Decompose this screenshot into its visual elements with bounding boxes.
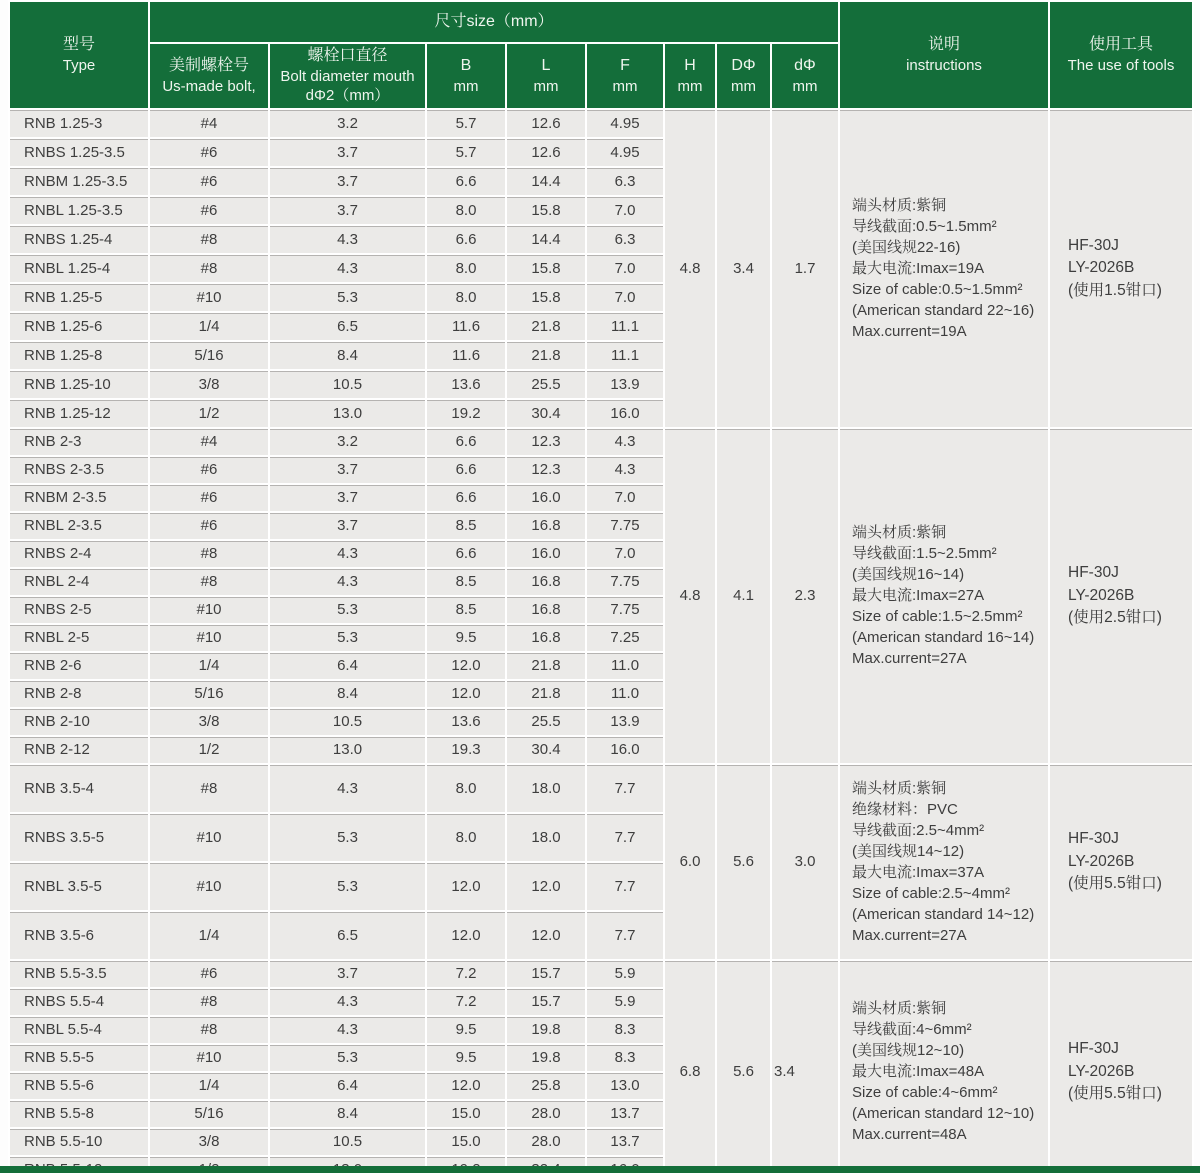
instruction-line: 最大电流:Imax=37A [852,863,985,881]
cell-bolt-diameter: 4.3 [269,568,426,596]
cell-type: RNBS 2-4 [9,540,149,568]
instruction-line: Size of cable:0.5~1.5mm² [852,280,1023,298]
table-row [9,428,1193,456]
cell-L: 21.8 [506,341,586,370]
cell-type: RNB 2-6 [9,652,149,680]
cell-B: 7.2 [426,960,506,988]
cell-B: 9.5 [426,624,506,652]
cell-F: 11.1 [586,341,664,370]
instruction-line: 端头材质:紫铜 [852,779,947,797]
cell-bolt-diameter: 13.0 [269,399,426,428]
cell-B: 6.6 [426,225,506,254]
cell-B: 11.6 [426,312,506,341]
cell-B: 19.3 [426,736,506,764]
cell-B: 8.0 [426,254,506,283]
cell-type: RNBL 2-5 [9,624,149,652]
cell-Dphi: 5.6 [716,764,771,960]
tool-line: LY-2026B [1068,1062,1135,1080]
cell-L: 25.5 [506,708,586,736]
cell-type: RNB 2-12 [9,736,149,764]
cell-L: 28.0 [506,1128,586,1156]
cell-B: 8.5 [426,568,506,596]
cell-type: RNB 2-8 [9,680,149,708]
cell-bolt-diameter: 13.0 [269,736,426,764]
cell-F: 13.0 [586,1072,664,1100]
cell-L: 25.8 [506,1072,586,1100]
cell-bolt-diameter: 3.7 [269,512,426,540]
cell-L: 21.8 [506,652,586,680]
cell-bolt-diameter: 5.3 [269,596,426,624]
cell-bolt-diameter: 3.7 [269,138,426,167]
cell-type: RNB 3.5-6 [9,911,149,960]
instruction-line: (美国线规12~10) [852,1042,965,1060]
col-header-type-zh: 型号 [62,35,95,53]
cell-bolt: 3/8 [149,370,269,399]
cell-type: RNBS 5.5-4 [9,988,149,1016]
col-header-bolt: 美制螺栓号 Us-made bolt, [149,43,269,109]
cell-L: 15.8 [506,254,586,283]
tool-line: HF-30J [1068,830,1119,848]
instruction-line: Max.current=27A [852,650,967,668]
cell-F: 7.7 [586,764,664,813]
cell-L: 12.3 [506,428,586,456]
col-header-instructions-zh: 说明 [927,35,960,53]
cell-bolt: 1/2 [149,736,269,764]
cell-F: 11.1 [586,312,664,341]
cell-F: 13.7 [586,1100,664,1128]
instruction-line: Max.current=48A [852,1126,967,1144]
cell-L: 16.8 [506,596,586,624]
cell-L: 21.8 [506,312,586,341]
instruction-line: (American standard 16~14) [852,629,1035,647]
cell-B: 12.0 [426,1072,506,1100]
cell-B: 6.6 [426,484,506,512]
cell-F: 4.3 [586,428,664,456]
tool-line: LY-2026B [1068,259,1135,277]
instruction-line: Max.current=19A [852,322,967,340]
cell-bolt: #6 [149,484,269,512]
cell-B: 6.6 [426,456,506,484]
cell-bolt: #6 [149,512,269,540]
cell-L: 25.5 [506,370,586,399]
cell-L: 14.4 [506,225,586,254]
cell-bolt: #4 [149,428,269,456]
instruction-line: Size of cable:2.5~4mm² [852,884,1010,902]
col-header-bolt-diameter: 螺栓口直径 Bolt diameter mouth dΦ2（mm） [269,43,426,109]
cell-L: 16.0 [506,484,586,512]
cell-bolt: 1/4 [149,652,269,680]
cell-F: 13.9 [586,370,664,399]
bottom-green-bar [0,1166,1200,1173]
cell-bolt-diameter: 3.7 [269,167,426,196]
cell-type: RNB 5.5-3.5 [9,960,149,988]
cell-F: 7.7 [586,911,664,960]
cell-bolt-diameter: 6.5 [269,312,426,341]
cell-B: 9.5 [426,1044,506,1072]
col-header-F: F mm [586,43,664,109]
cell-B: 12.0 [426,862,506,911]
cell-F: 4.95 [586,109,664,138]
cell-type: RNB 5.5-5 [9,1044,149,1072]
cell-dphi: 3.0 [771,764,839,960]
cell-B: 8.0 [426,813,506,862]
col-header-tools [1049,1,1193,109]
cell-bolt-diameter: 3.2 [269,109,426,138]
cell-type: RNB 1.25-6 [9,312,149,341]
cell-type: RNB 5.5-6 [9,1072,149,1100]
cell-bolt-diameter: 5.3 [269,813,426,862]
cell-bolt: #10 [149,813,269,862]
cell-bolt-diameter: 6.5 [269,911,426,960]
cell-L: 16.0 [506,540,586,568]
cell-F: 7.0 [586,254,664,283]
cell-H: 4.8 [664,109,716,428]
cell-L: 15.7 [506,988,586,1016]
cell-bolt: 3/8 [149,1128,269,1156]
cell-type: RNBM 1.25-3.5 [9,167,149,196]
tool-line: LY-2026B [1068,852,1135,870]
cell-L: 18.0 [506,764,586,813]
cell-F: 8.3 [586,1016,664,1044]
cell-bolt-diameter: 5.3 [269,283,426,312]
cell-instructions [839,764,1049,960]
tool-line: LY-2026B [1068,586,1135,604]
instruction-line: 导线截面:0.5~1.5mm² [852,217,997,235]
cell-B: 6.6 [426,167,506,196]
cell-bolt-diameter: 10.5 [269,370,426,399]
cell-bolt: #8 [149,568,269,596]
col-header-Dphi: DΦ mm [716,43,771,109]
cell-bolt: #10 [149,283,269,312]
cell-bolt: #6 [149,167,269,196]
col-header-tools-en: The use of tools [1067,56,1175,74]
cell-tools [1049,109,1193,428]
cell-Dphi: 4.1 [716,428,771,764]
cell-dphi: 3.4 [771,960,839,1173]
cell-type: RNB 1.25-12 [9,399,149,428]
table-row [9,960,1193,988]
cell-bolt: 5/16 [149,341,269,370]
cell-B: 9.5 [426,1016,506,1044]
cell-type: RNBL 3.5-5 [9,862,149,911]
tool-line: (使用5.5钳口) [1068,875,1162,893]
instruction-line: 端头材质:紫铜 [852,196,947,214]
col-header-instructions-en: instructions [906,56,982,74]
tool-line: (使用1.5钳口) [1068,281,1162,299]
cell-bolt: #6 [149,456,269,484]
cell-L: 16.8 [506,568,586,596]
cell-B: 5.7 [426,138,506,167]
cell-bolt: 1/2 [149,399,269,428]
cell-F: 7.0 [586,196,664,225]
instruction-line: 最大电流:Imax=48A [852,1063,985,1081]
cell-type: RNBM 2-3.5 [9,484,149,512]
cell-bolt-diameter: 5.3 [269,862,426,911]
cell-F: 13.7 [586,1128,664,1156]
instruction-line: (American standard 14~12) [852,905,1035,923]
cell-type: RNB 1.25-8 [9,341,149,370]
cell-bolt-diameter: 4.3 [269,540,426,568]
cell-L: 21.8 [506,680,586,708]
cell-F: 5.9 [586,988,664,1016]
instruction-line: Size of cable:4~6mm² [852,1084,998,1102]
cell-B: 15.0 [426,1128,506,1156]
cell-bolt-diameter: 6.4 [269,652,426,680]
cell-B: 8.5 [426,512,506,540]
cell-type: RNBS 2-3.5 [9,456,149,484]
cell-bolt: #4 [149,109,269,138]
cell-L: 15.8 [506,196,586,225]
cell-bolt: 3/8 [149,708,269,736]
cell-bolt: 5/16 [149,680,269,708]
cell-F: 7.75 [586,512,664,540]
spec-table [8,0,1194,1173]
cell-bolt-diameter: 10.5 [269,708,426,736]
cell-F: 7.7 [586,862,664,911]
cell-B: 6.6 [426,540,506,568]
cell-F: 16.0 [586,736,664,764]
cell-L: 16.8 [506,624,586,652]
cell-dphi: 1.7 [771,109,839,428]
cell-bolt-diameter: 8.4 [269,680,426,708]
cell-L: 12.0 [506,862,586,911]
cell-bolt: #6 [149,138,269,167]
col-header-size-group: 尺寸size（mm） [149,1,839,43]
cell-type: RNBL 1.25-4 [9,254,149,283]
table-body [9,109,1193,1173]
cell-type: RNB 2-10 [9,708,149,736]
instruction-line: (American standard 22~16) [852,301,1035,319]
cell-tools [1049,428,1193,764]
cell-bolt-diameter: 4.3 [269,988,426,1016]
cell-bolt-diameter: 4.3 [269,1016,426,1044]
col-header-instructions [839,1,1049,109]
cell-L: 19.8 [506,1016,586,1044]
instruction-line: (美国线规22-16) [852,238,961,256]
cell-L: 15.8 [506,283,586,312]
cell-type: RNB 3.5-4 [9,764,149,813]
instruction-line: (American standard 12~10) [852,1105,1035,1123]
col-header-B: B mm [426,43,506,109]
cell-B: 6.6 [426,428,506,456]
cell-Dphi: 5.6 [716,960,771,1173]
cell-type: RNBL 2-4 [9,568,149,596]
cell-bolt-diameter: 3.2 [269,428,426,456]
cell-L: 12.6 [506,109,586,138]
cell-bolt-diameter: 3.7 [269,456,426,484]
cell-type: RNB 1.25-5 [9,283,149,312]
cell-B: 8.5 [426,596,506,624]
cell-B: 11.6 [426,341,506,370]
cell-B: 8.0 [426,283,506,312]
cell-F: 6.3 [586,167,664,196]
cell-tools [1049,960,1193,1173]
cell-bolt-diameter: 8.4 [269,1100,426,1128]
instruction-line: 最大电流:Imax=27A [852,587,985,605]
cell-B: 19.2 [426,399,506,428]
cell-F: 13.9 [586,708,664,736]
instruction-line: 绝缘材料：PVC [852,800,958,818]
cell-H: 4.8 [664,428,716,764]
instruction-line: 端头材质:紫铜 [852,1000,947,1018]
tool-line: HF-30J [1068,564,1119,582]
cell-bolt-diameter: 3.7 [269,484,426,512]
cell-B: 13.6 [426,708,506,736]
tool-line: (使用2.5钳口) [1068,609,1162,627]
cell-bolt-diameter: 3.7 [269,196,426,225]
cell-bolt: #8 [149,1016,269,1044]
tool-line: HF-30J [1068,236,1119,254]
cell-type: RNB 1.25-3 [9,109,149,138]
cell-L: 28.0 [506,1100,586,1128]
cell-B: 12.0 [426,680,506,708]
col-header-type [9,1,149,109]
cell-Dphi: 3.4 [716,109,771,428]
cell-F: 7.75 [586,596,664,624]
cell-L: 30.4 [506,399,586,428]
cell-L: 30.4 [506,736,586,764]
instruction-line: 最大电流:Imax=19A [852,259,985,277]
cell-B: 5.7 [426,109,506,138]
cell-bolt-diameter: 4.3 [269,764,426,813]
cell-bolt: #8 [149,988,269,1016]
col-header-H: H mm [664,43,716,109]
col-header-dphi: dΦ mm [771,43,839,109]
cell-B: 8.0 [426,764,506,813]
cell-bolt: #8 [149,225,269,254]
cell-F: 16.0 [586,399,664,428]
cell-F: 7.0 [586,283,664,312]
instruction-line: (美国线规14~12) [852,842,965,860]
instruction-line: 导线截面:1.5~2.5mm² [852,545,997,563]
cell-type: RNB 1.25-10 [9,370,149,399]
cell-bolt: #8 [149,254,269,283]
cell-type: RNBL 5.5-4 [9,1016,149,1044]
cell-bolt: 5/16 [149,1100,269,1128]
cell-F: 7.7 [586,813,664,862]
cell-bolt-diameter: 5.3 [269,624,426,652]
cell-type: RNBS 1.25-3.5 [9,138,149,167]
cell-bolt: #8 [149,540,269,568]
table-row [9,109,1193,138]
cell-tools [1049,764,1193,960]
table-row [9,764,1193,813]
cell-L: 12.6 [506,138,586,167]
cell-bolt-diameter: 10.5 [269,1128,426,1156]
cell-F: 5.9 [586,960,664,988]
cell-bolt: #10 [149,596,269,624]
tool-line: (使用5.5钳口) [1068,1085,1162,1103]
cell-bolt: 1/4 [149,911,269,960]
header-row-1 [9,1,1193,43]
cell-F: 6.3 [586,225,664,254]
cell-instructions [839,428,1049,764]
col-header-tools-zh: 使用工具 [1088,35,1153,53]
cell-bolt: #10 [149,624,269,652]
cell-F: 7.0 [586,540,664,568]
cell-bolt-diameter: 5.3 [269,1044,426,1072]
col-header-L: L mm [506,43,586,109]
cell-type: RNB 5.5-10 [9,1128,149,1156]
cell-instructions [839,109,1049,428]
cell-type: RNBS 3.5-5 [9,813,149,862]
cell-L: 18.0 [506,813,586,862]
cell-B: 8.0 [426,196,506,225]
cell-L: 19.8 [506,1044,586,1072]
cell-F: 7.25 [586,624,664,652]
cell-H: 6.0 [664,764,716,960]
cell-bolt: #8 [149,764,269,813]
instruction-line: (美国线规16~14) [852,566,965,584]
instruction-line: 导线截面:4~6mm² [852,1021,972,1039]
cell-F: 7.0 [586,484,664,512]
cell-type: RNB 5.5-8 [9,1100,149,1128]
cell-L: 12.3 [506,456,586,484]
cell-type: RNBL 1.25-3.5 [9,196,149,225]
cell-L: 12.0 [506,911,586,960]
instruction-line: 端头材质:紫铜 [852,524,947,542]
cell-bolt-diameter: 4.3 [269,254,426,283]
cell-bolt-diameter: 4.3 [269,225,426,254]
cell-bolt: #10 [149,862,269,911]
instruction-line: Max.current=27A [852,926,967,944]
tool-line: HF-30J [1068,1040,1119,1058]
cell-F: 7.75 [586,568,664,596]
cell-bolt: #10 [149,1044,269,1072]
cell-bolt-diameter: 8.4 [269,341,426,370]
cell-bolt: 1/4 [149,312,269,341]
cell-instructions [839,960,1049,1173]
cell-bolt: #6 [149,960,269,988]
cell-F: 4.95 [586,138,664,167]
table-header [9,1,1193,109]
cell-F: 11.0 [586,680,664,708]
cell-B: 15.0 [426,1100,506,1128]
cell-bolt-diameter: 3.7 [269,960,426,988]
cell-B: 13.6 [426,370,506,399]
cell-bolt: 1/4 [149,1072,269,1100]
cell-type: RNB 2-3 [9,428,149,456]
cell-bolt: #6 [149,196,269,225]
cell-B: 12.0 [426,911,506,960]
cell-F: 4.3 [586,456,664,484]
cell-type: RNBS 1.25-4 [9,225,149,254]
cell-L: 14.4 [506,167,586,196]
cell-F: 11.0 [586,652,664,680]
instruction-line: 导线截面:2.5~4mm² [852,821,985,839]
instruction-line: Size of cable:1.5~2.5mm² [852,608,1023,626]
cell-L: 15.7 [506,960,586,988]
cell-bolt-diameter: 6.4 [269,1072,426,1100]
cell-H: 6.8 [664,960,716,1173]
cell-type: RNBL 2-3.5 [9,512,149,540]
cell-B: 7.2 [426,988,506,1016]
cell-B: 12.0 [426,652,506,680]
cell-type: RNBS 2-5 [9,596,149,624]
cell-dphi: 2.3 [771,428,839,764]
cell-F: 8.3 [586,1044,664,1072]
col-header-type-en: Type [62,56,96,74]
cell-L: 16.8 [506,512,586,540]
